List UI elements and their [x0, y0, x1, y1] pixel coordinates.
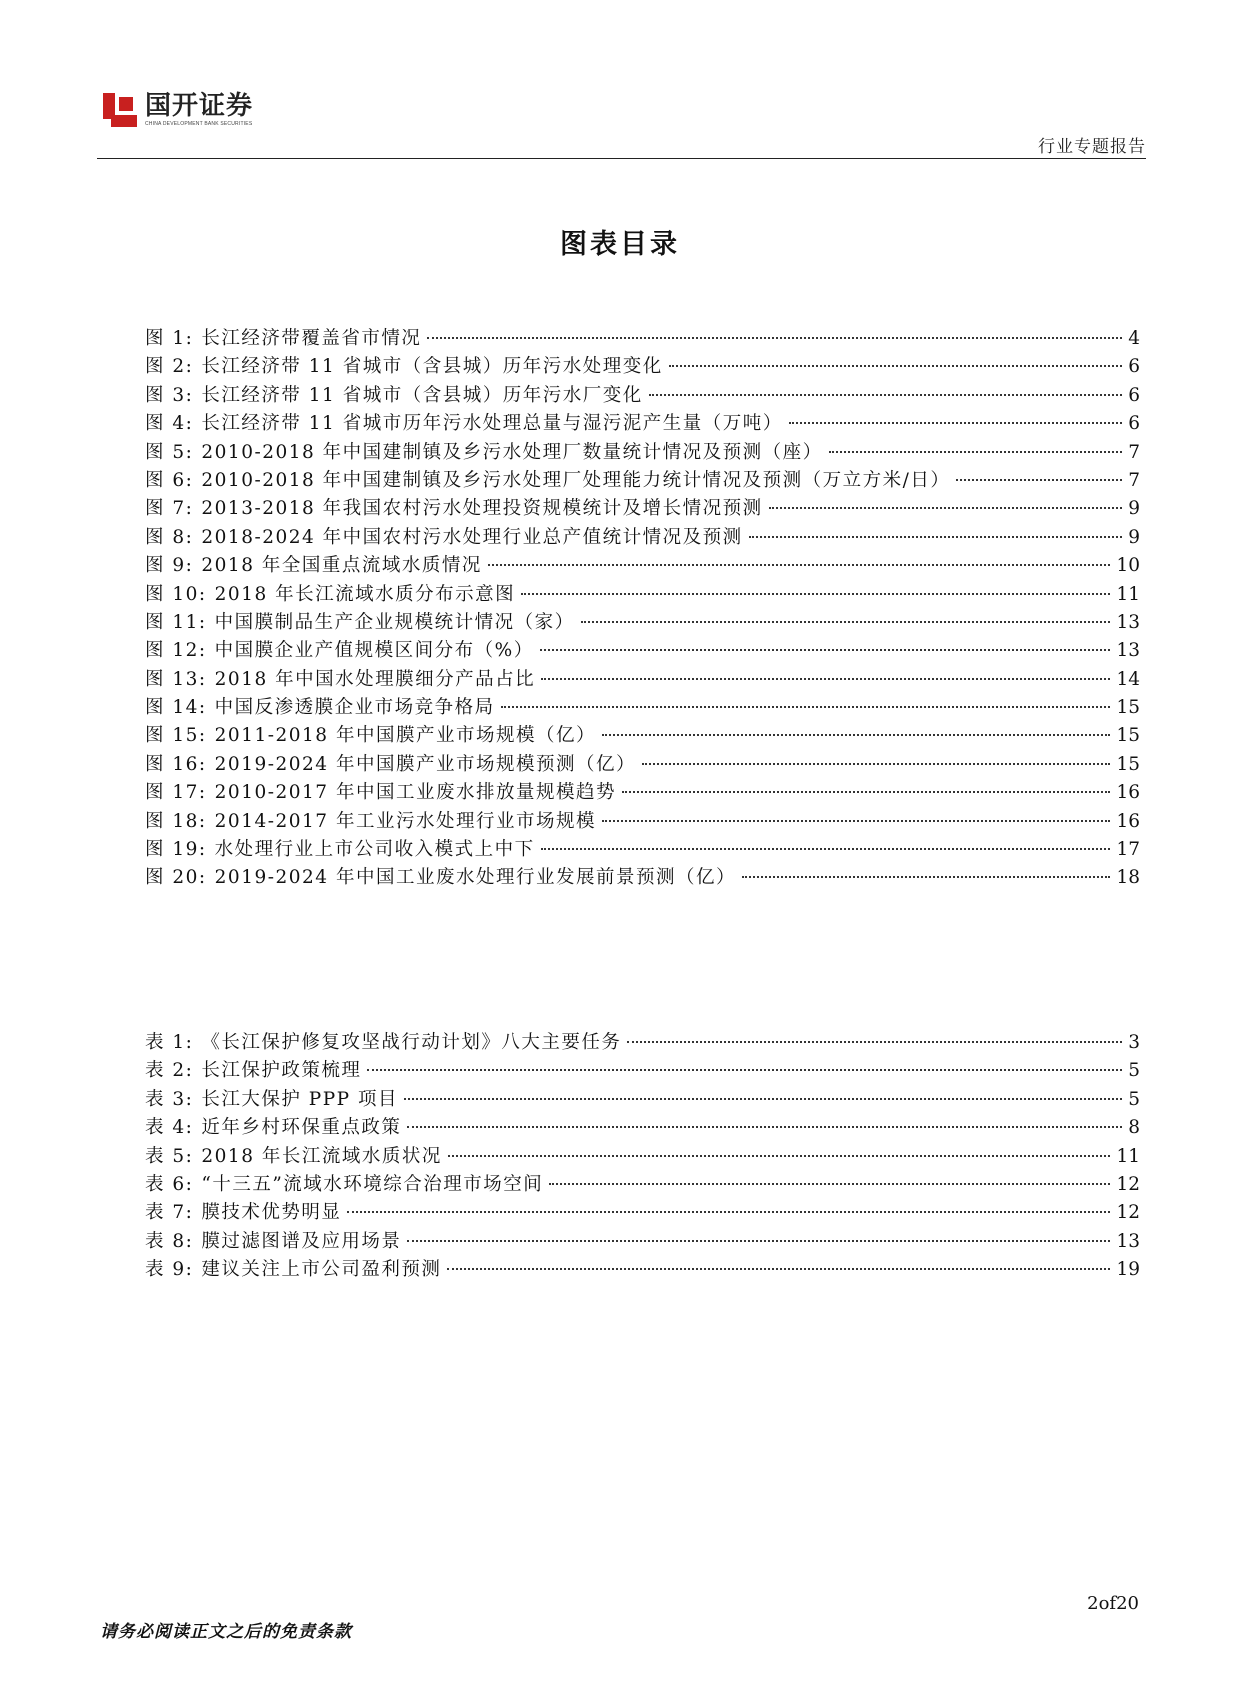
toc-entry-page: 13	[1116, 1230, 1140, 1252]
toc-entry-page: 11	[1116, 1145, 1140, 1167]
toc-leader-dots	[448, 1155, 1111, 1157]
toc-leader-dots	[488, 564, 1111, 566]
toc-entry-label: 表 3:	[145, 1088, 194, 1110]
toc-entry-label: 图 12:	[145, 640, 207, 662]
toc-leader-dots	[627, 1041, 1122, 1043]
toc-entry-title: 《长江保护修复攻坚战行动计划》八大主要任务	[201, 1032, 622, 1053]
figure-list	[145, 324, 1140, 892]
toc-entry-label: 表 7:	[145, 1202, 194, 1224]
toc-entry-title: 2010-2018 年中国建制镇及乡污水处理厂数量统计情况及预测（座）	[201, 441, 823, 463]
toc-leader-dots	[367, 1069, 1122, 1071]
figure-toc-entry[interactable]	[145, 863, 1140, 891]
toc-entry-label: 图 19:	[145, 839, 207, 861]
toc-entry-label: 表 5:	[145, 1145, 194, 1167]
company-logo	[103, 92, 253, 127]
toc-entry-label: 表 1:	[145, 1032, 194, 1053]
toc-leader-dots	[602, 820, 1111, 822]
toc-entry-label: 图 5:	[145, 441, 194, 463]
toc-entry-label: 图 3:	[145, 384, 194, 406]
table-list	[145, 1028, 1140, 1284]
toc-entry-page: 3	[1128, 1032, 1140, 1053]
toc-entry-page: 6	[1128, 356, 1140, 378]
toc-entry-label: 表 4:	[145, 1117, 194, 1139]
toc-entry-title: 2010-2017 年中国工业废水排放量规模趋势	[214, 782, 616, 804]
table-toc-entry[interactable]	[145, 1170, 1140, 1198]
toc-entry-page: 12	[1116, 1173, 1140, 1195]
toc-entry-label: 图 10:	[145, 583, 207, 605]
logo-chinese-name: 国开证券	[145, 91, 254, 121]
toc-leader-dots	[581, 621, 1111, 623]
toc-entry-title: 2018 年长江流域水质状况	[201, 1145, 442, 1167]
toc-leader-dots	[829, 451, 1123, 453]
page-number: 2of20	[1087, 1593, 1139, 1614]
toc-entry-label: 图 18:	[145, 810, 207, 832]
toc-entry-page: 10	[1116, 555, 1140, 577]
toc-leader-dots	[789, 422, 1123, 424]
toc-leader-dots	[427, 337, 1122, 339]
toc-entry-title: 2018-2024 年中国农村污水处理行业总产值统计情况及预测	[201, 526, 743, 548]
logo-english-name: CHINA DEVELOPMENT BANK SECURITIES	[145, 121, 253, 127]
toc-entry-label: 图 13:	[145, 668, 207, 690]
toc-entry-title: 长江经济带 11 省城市（含县城）历年污水处理变化	[201, 356, 663, 378]
toc-entry-title: 中国反渗透膜企业市场竞争格局	[214, 697, 495, 719]
toc-entry-label: 图 15:	[145, 725, 207, 747]
toc-entry-page: 18	[1116, 867, 1140, 889]
toc-entry-title: 水处理行业上市公司收入模式上中下	[214, 839, 535, 861]
table-toc-entry[interactable]	[145, 1255, 1140, 1283]
figure-toc-entry[interactable]	[145, 693, 1140, 721]
toc-entry-title: 2018 年中国水处理膜细分产品占比	[214, 668, 536, 690]
toc-entry-title: 长江经济带 11 省城市历年污水处理总量与湿污泥产生量（万吨）	[201, 413, 783, 435]
toc-leader-dots	[649, 394, 1123, 396]
toc-entry-page: 9	[1128, 498, 1140, 520]
report-type-label: 行业专题报告	[1038, 137, 1146, 157]
toc-leader-dots	[642, 763, 1111, 765]
toc-entry-page: 7	[1128, 469, 1140, 491]
toc-entry-label: 表 6:	[145, 1173, 194, 1195]
toc-entry-page: 9	[1128, 526, 1140, 548]
toc-entry-title: 膜过滤图谱及应用场景	[201, 1230, 402, 1252]
toc-entry-title: 长江保护政策梳理	[201, 1060, 362, 1082]
figure-toc-entry[interactable]	[145, 438, 1140, 466]
table-toc-entry[interactable]	[145, 1085, 1140, 1113]
toc-entry-page: 14	[1116, 668, 1140, 690]
toc-entry-page: 16	[1116, 782, 1140, 804]
toc-entry-page: 6	[1128, 384, 1140, 406]
toc-entry-title: 2011-2018 年中国膜产业市场规模（亿）	[214, 725, 596, 747]
figure-toc-entry[interactable]	[145, 466, 1140, 494]
page-header	[97, 88, 1146, 160]
toc-leader-dots	[541, 848, 1111, 850]
toc-entry-page: 16	[1116, 810, 1140, 832]
table-toc-entry[interactable]	[145, 1028, 1140, 1056]
toc-leader-dots	[669, 365, 1123, 367]
figure-toc-entry[interactable]	[145, 523, 1140, 551]
figure-toc-entry[interactable]	[145, 409, 1140, 437]
toc-leader-dots	[404, 1098, 1122, 1100]
figure-toc-entry[interactable]	[145, 551, 1140, 579]
toc-entry-label: 图 7:	[145, 498, 194, 520]
toc-entry-title: 中国膜企业产值规模区间分布（%）	[214, 640, 534, 662]
table-toc-entry[interactable]	[145, 1227, 1140, 1255]
toc-entry-page: 13	[1116, 611, 1140, 633]
toc-entry-title: 长江大保护 PPP 项目	[201, 1088, 398, 1110]
toc-entry-title: 2018 年长江流域水质分布示意图	[214, 583, 516, 605]
toc-entry-title: 2019-2024 年中国工业废水处理行业发展前景预测（亿）	[214, 867, 736, 889]
toc-entry-title: 2014-2017 年工业污水处理行业市场规模	[214, 810, 596, 832]
toc-leader-dots	[749, 536, 1123, 538]
toc-entry-page: 5	[1128, 1088, 1140, 1110]
figure-toc-entry[interactable]	[145, 324, 1140, 352]
figure-toc-entry[interactable]	[145, 608, 1140, 636]
table-toc-entry[interactable]	[145, 1113, 1140, 1141]
toc-leader-dots	[769, 507, 1123, 509]
toc-leader-dots	[347, 1211, 1110, 1213]
figure-toc-entry[interactable]	[145, 778, 1140, 806]
toc-leader-dots	[622, 791, 1111, 793]
toc-entry-title: “十三五”流域水环境综合治理市场空间	[201, 1173, 544, 1195]
toc-entry-page: 6	[1128, 413, 1140, 435]
toc-entry-label: 图 4:	[145, 413, 194, 435]
toc-entry-label: 表 2:	[145, 1060, 194, 1082]
figure-toc-entry[interactable]	[145, 636, 1140, 664]
toc-entry-title: 2019-2024 年中国膜产业市场规模预测（亿）	[214, 753, 636, 775]
toc-entry-title: 长江经济带覆盖省市情况	[201, 328, 422, 349]
figure-toc-entry[interactable]	[145, 835, 1140, 863]
toc-entry-page: 7	[1128, 441, 1140, 463]
toc-entry-page: 19	[1116, 1259, 1140, 1281]
toc-leader-dots	[541, 678, 1110, 680]
figure-toc-entry[interactable]	[145, 352, 1140, 380]
toc-entry-page: 8	[1128, 1117, 1140, 1139]
toc-entry-label: 图 20:	[145, 867, 207, 889]
toc-leader-dots	[501, 706, 1111, 708]
toc-entry-label: 图 6:	[145, 469, 194, 491]
toc-entry-label: 表 8:	[145, 1230, 194, 1252]
toc-leader-dots	[407, 1126, 1122, 1128]
header-divider	[97, 158, 1146, 159]
toc-entry-title: 2010-2018 年中国建制镇及乡污水处理厂处理能力统计情况及预测（万立方米/日）	[201, 469, 951, 491]
toc-entry-page: 15	[1116, 725, 1140, 747]
toc-leader-dots	[521, 593, 1110, 595]
toc-leader-dots	[956, 479, 1122, 481]
toc-entry-title: 近年乡村环保重点政策	[201, 1117, 402, 1139]
figure-toc-entry[interactable]	[145, 381, 1140, 409]
toc-entry-label: 图 14:	[145, 697, 207, 719]
toc-entry-page: 17	[1116, 839, 1140, 861]
toc-entry-page: 15	[1116, 697, 1140, 719]
toc-leader-dots	[742, 876, 1111, 878]
toc-entry-page: 4	[1128, 328, 1140, 349]
toc-entry-label: 图 8:	[145, 526, 194, 548]
toc-entry-title: 中国膜制品生产企业规模统计情况（家）	[214, 611, 575, 633]
toc-leader-dots	[549, 1183, 1110, 1185]
toc-entry-page: 15	[1116, 753, 1140, 775]
toc-entry-label: 图 1:	[145, 328, 194, 349]
toc-entry-title: 2013-2018 年我国农村污水处理投资规模统计及增长情况预测	[201, 498, 763, 520]
toc-leader-dots	[540, 649, 1111, 651]
table-toc-entry[interactable]	[145, 1142, 1140, 1170]
table-toc-entry[interactable]	[145, 1056, 1140, 1084]
toc-entry-label: 表 9:	[145, 1259, 194, 1281]
figure-toc-entry[interactable]	[145, 580, 1140, 608]
toc-leader-dots	[447, 1268, 1110, 1270]
toc-entry-title: 建议关注上市公司盈利预测	[201, 1259, 442, 1281]
table-toc-entry[interactable]	[145, 1198, 1140, 1226]
toc-leader-dots	[407, 1240, 1110, 1242]
toc-entry-title: 2018 年全国重点流域水质情况	[201, 555, 482, 577]
toc-entry-label: 图 16:	[145, 753, 207, 775]
toc-entry-label: 图 9:	[145, 555, 194, 577]
toc-leader-dots	[602, 734, 1111, 736]
toc-entry-title: 膜技术优势明显	[201, 1202, 342, 1224]
toc-entry-page: 5	[1128, 1060, 1140, 1082]
toc-entry-label: 图 17:	[145, 782, 207, 804]
toc-entry-page: 11	[1116, 583, 1140, 605]
page-title: 图表目录	[560, 229, 680, 260]
figure-toc-entry[interactable]	[145, 494, 1140, 522]
toc-entry-label: 图 11:	[145, 611, 207, 633]
figure-toc-entry[interactable]	[145, 721, 1140, 749]
toc-entry-page: 13	[1116, 640, 1140, 662]
disclaimer-text: 请务必阅读正文之后的免责条款	[100, 1622, 352, 1642]
figure-toc-entry[interactable]	[145, 807, 1140, 835]
toc-entry-page: 12	[1116, 1202, 1140, 1224]
figure-toc-entry[interactable]	[145, 750, 1140, 778]
toc-entry-title: 长江经济带 11 省城市（含县城）历年污水厂变化	[201, 384, 643, 406]
figure-toc-entry[interactable]	[145, 665, 1140, 693]
logo-mark-icon	[103, 93, 137, 127]
toc-entry-label: 图 2:	[145, 356, 194, 378]
